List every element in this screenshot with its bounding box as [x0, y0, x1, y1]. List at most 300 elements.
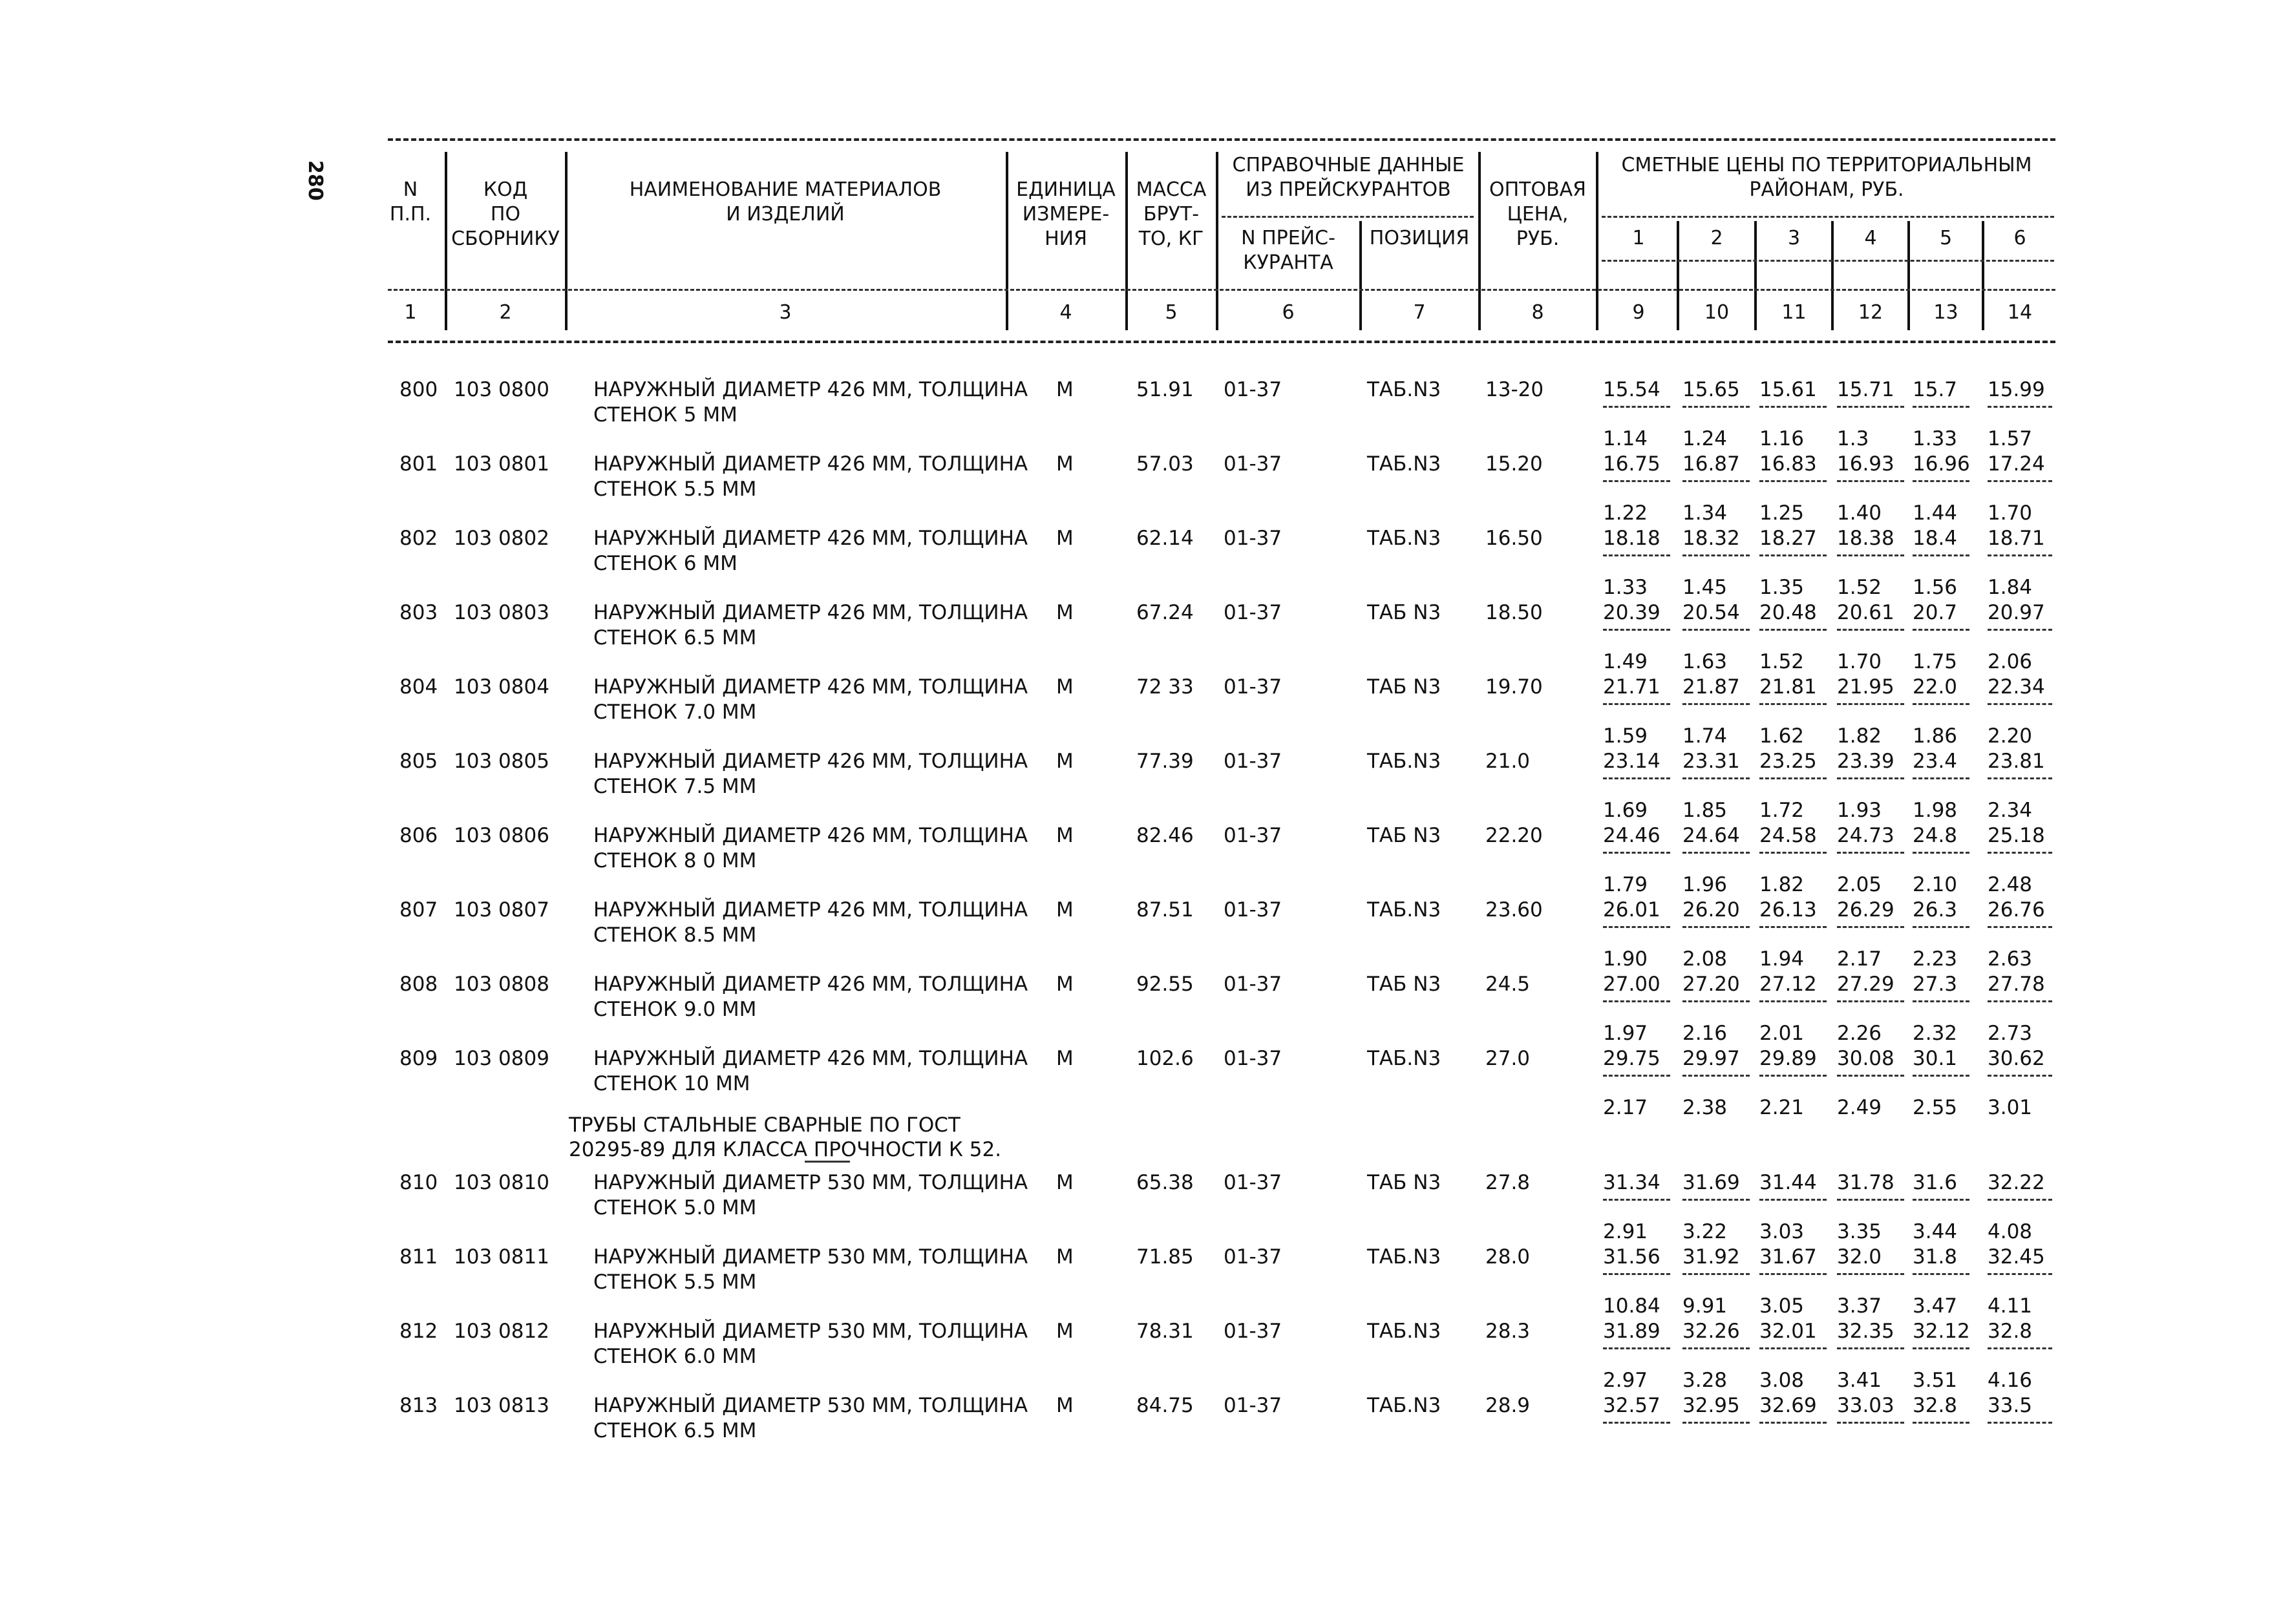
row-region-price: 18.32 [1682, 527, 1740, 550]
row-number: 801 [399, 452, 438, 476]
row-price-divider [1682, 1075, 1750, 1077]
row-price-divider [1759, 554, 1827, 556]
row-region-price: 16.87 [1682, 452, 1740, 476]
row-region-price: 24.8 [1913, 824, 1958, 847]
row-region-price: 32.95 [1682, 1394, 1740, 1417]
row-code: 103 0801 [454, 452, 549, 476]
row-price-divider [1603, 926, 1670, 928]
row-price-divider [1837, 1273, 1904, 1275]
row-region-price: 32.57 [1603, 1394, 1660, 1417]
row-region-extra: 1.52 [1759, 650, 1805, 673]
row-region-price: 31.56 [1603, 1245, 1660, 1269]
row-name-line2: СТЕНОК 6 ММ [593, 552, 737, 575]
row-region-price: 20.97 [1988, 601, 2045, 624]
header-separator [1216, 152, 1218, 330]
row-price-divider [1682, 703, 1750, 705]
row-number: 808 [399, 973, 438, 996]
header-separator [1125, 152, 1128, 330]
row-name-line2: СТЕНОК 8.5 ММ [593, 923, 757, 947]
row-region-price: 15.7 [1913, 378, 1958, 401]
row-name-line1: НАРУЖНЫЙ ДИАМЕТР 426 ММ, ТОЛЩИНА [593, 824, 1028, 847]
row-name-line1: НАРУЖНЫЙ ДИАМЕТР 426 ММ, ТОЛЩИНА [593, 601, 1028, 624]
header-subrule [1602, 260, 2054, 262]
section-title-line1: ТРУБЫ СТАЛЬНЫЕ СВАРНЫЕ ПО ГОСТ [569, 1113, 960, 1137]
row-unit: М [1056, 452, 1074, 476]
row-region-extra: 2.08 [1682, 947, 1728, 971]
row-wholesale-price: 28.3 [1485, 1320, 1531, 1343]
header-col-pricelist: N ПРЕЙС- КУРАНТА [1241, 227, 1335, 274]
row-price-divider [1837, 1000, 1904, 1002]
row-region-price: 26.13 [1759, 898, 1817, 922]
row-region-extra: 2.32 [1913, 1022, 1958, 1045]
row-number: 812 [399, 1320, 438, 1343]
row-position: ТАБ.N3 [1367, 1394, 1441, 1417]
row-price-divider [1759, 480, 1827, 482]
row-region-price: 31.44 [1759, 1171, 1817, 1194]
row-region-price: 18.4 [1913, 527, 1958, 550]
row-wholesale-price: 13-20 [1485, 378, 1544, 401]
row-position: ТАБ.N3 [1367, 1047, 1441, 1070]
section-title-line2: 20295-89 ДЛЯ КЛАССА ПРОЧНОСТИ К 52. [569, 1138, 1002, 1161]
row-price-divider [1913, 406, 1969, 408]
row-pricelist: 01-37 [1224, 1394, 1282, 1417]
row-price-divider [1837, 777, 1904, 779]
row-mass: 62.14 [1136, 527, 1194, 550]
row-position: ТАБ.N3 [1367, 527, 1441, 550]
row-region-price: 16.93 [1837, 452, 1894, 476]
row-region-price: 15.61 [1759, 378, 1817, 401]
row-price-divider [1913, 554, 1969, 556]
row-region-price: 26.76 [1988, 898, 2045, 922]
row-mass: 67.24 [1136, 601, 1194, 624]
row-position: ТАБ.N3 [1367, 898, 1441, 922]
row-region-price: 32.26 [1682, 1320, 1740, 1343]
row-position: ТАБ.N3 [1367, 1320, 1441, 1343]
row-price-divider [1682, 629, 1750, 631]
row-price-divider [1913, 777, 1969, 779]
row-region-extra: 2.97 [1603, 1369, 1648, 1392]
row-price-divider [1913, 1000, 1969, 1002]
row-number: 806 [399, 824, 438, 847]
row-price-divider [1759, 1075, 1827, 1077]
row-region-price: 30.1 [1913, 1047, 1958, 1070]
row-unit: М [1056, 824, 1074, 847]
header-subrule [1222, 216, 1474, 218]
row-price-divider [1682, 1422, 1750, 1424]
header-subrule [1602, 216, 2054, 218]
row-code: 103 0803 [454, 601, 549, 624]
row-price-divider [1988, 1422, 2052, 1424]
row-unit: М [1056, 601, 1074, 624]
row-price-divider [1759, 852, 1827, 854]
row-region-extra: 1.59 [1603, 724, 1648, 748]
row-code: 103 0813 [454, 1394, 549, 1417]
row-region-price: 31.89 [1603, 1320, 1660, 1343]
row-region-extra: 1.84 [1988, 576, 2033, 599]
row-region-extra: 2.38 [1682, 1096, 1728, 1119]
row-region-extra: 3.35 [1837, 1220, 1882, 1243]
row-region-price: 27.29 [1837, 973, 1894, 996]
row-unit: М [1056, 1245, 1074, 1269]
row-price-divider [1603, 554, 1670, 556]
row-number: 809 [399, 1047, 438, 1070]
row-name-line2: СТЕНОК 5.5 ММ [593, 1271, 757, 1294]
row-name-line2: СТЕНОК 7.0 ММ [593, 701, 757, 724]
row-region-extra: 2.26 [1837, 1022, 1882, 1045]
row-wholesale-price: 28.9 [1485, 1394, 1531, 1417]
row-number: 805 [399, 750, 438, 773]
row-pricelist: 01-37 [1224, 527, 1282, 550]
row-number: 802 [399, 527, 438, 550]
row-region-price: 24.73 [1837, 824, 1894, 847]
header-group-reference: СПРАВОЧНЫЕ ДАННЫЕ ИЗ ПРЕЙСКУРАНТОВ [1232, 154, 1465, 201]
row-region-price: 15.65 [1682, 378, 1740, 401]
header-top-rule [388, 138, 2055, 141]
column-number-9: 9 [1632, 301, 1645, 324]
row-price-divider [1988, 629, 2052, 631]
row-region-extra: 1.70 [1988, 501, 2033, 525]
header-separator [1359, 221, 1362, 330]
row-region-price: 16.75 [1603, 452, 1660, 476]
row-price-divider [1603, 1199, 1670, 1201]
row-price-divider [1913, 1273, 1969, 1275]
row-name-line1: НАРУЖНЫЙ ДИАМЕТР 426 ММ, ТОЛЩИНА [593, 973, 1028, 996]
row-region-extra: 2.05 [1837, 873, 1882, 896]
header-col-position: ПОЗИЦИЯ [1369, 227, 1470, 249]
row-price-divider [1603, 777, 1670, 779]
row-price-divider [1759, 1273, 1827, 1275]
row-region-price: 17.24 [1988, 452, 2045, 476]
row-region-price: 16.83 [1759, 452, 1817, 476]
row-region-price: 26.20 [1682, 898, 1740, 922]
row-region-price: 24.64 [1682, 824, 1740, 847]
row-region-extra: 2.34 [1988, 799, 2033, 822]
row-price-divider [1837, 629, 1904, 631]
row-region-price: 20.61 [1837, 601, 1894, 624]
row-price-divider [1837, 1199, 1904, 1201]
row-region-extra: 1.82 [1759, 873, 1805, 896]
row-price-divider [1988, 1075, 2052, 1077]
row-name-line1: НАРУЖНЫЙ ДИАМЕТР 426 ММ, ТОЛЩИНА [593, 675, 1028, 699]
row-wholesale-price: 27.0 [1485, 1047, 1531, 1070]
header-col-code: КОД ПО СБОРНИКУ [451, 178, 560, 250]
row-region-price: 20.39 [1603, 601, 1660, 624]
row-region-extra: 4.16 [1988, 1369, 2033, 1392]
row-price-divider [1988, 926, 2052, 928]
row-code: 103 0802 [454, 527, 549, 550]
row-price-divider [1682, 926, 1750, 928]
row-unit: М [1056, 378, 1074, 401]
row-region-price: 26.3 [1913, 898, 1958, 922]
column-number-1: 1 [404, 301, 417, 324]
header-col-unit: ЕДИНИЦА ИЗМЕРЕ- НИЯ [1016, 178, 1116, 250]
row-mass: 77.39 [1136, 750, 1194, 773]
row-region-price: 31.78 [1837, 1171, 1894, 1194]
row-name-line2: СТЕНОК 5 ММ [593, 403, 737, 427]
row-region-extra: 1.93 [1837, 799, 1882, 822]
row-position: ТАБ.N3 [1367, 1245, 1441, 1269]
header-region-5: 5 [1939, 227, 1953, 249]
row-price-divider [1913, 629, 1969, 631]
row-region-price: 15.54 [1603, 378, 1660, 401]
row-region-extra: 1.96 [1682, 873, 1728, 896]
row-wholesale-price: 19.70 [1485, 675, 1543, 699]
row-region-price: 32.01 [1759, 1320, 1817, 1343]
row-region-price: 18.18 [1603, 527, 1660, 550]
row-price-divider [1988, 1000, 2052, 1002]
row-mass: 72 33 [1136, 675, 1194, 699]
row-price-divider [1759, 1199, 1827, 1201]
row-wholesale-price: 22.20 [1485, 824, 1543, 847]
row-unit: М [1056, 750, 1074, 773]
row-region-price: 18.71 [1988, 527, 2045, 550]
row-position: ТАБ N3 [1367, 1171, 1441, 1194]
row-region-price: 30.08 [1837, 1047, 1894, 1070]
row-name-line2: СТЕНОК 5.5 ММ [593, 478, 757, 501]
column-number-3: 3 [779, 301, 792, 324]
row-unit: М [1056, 1171, 1074, 1194]
row-price-divider [1988, 554, 2052, 556]
row-price-divider [1837, 703, 1904, 705]
row-region-price: 31.6 [1913, 1171, 1958, 1194]
row-unit: М [1056, 1047, 1074, 1070]
row-region-extra: 1.63 [1682, 650, 1728, 673]
row-region-price: 18.27 [1759, 527, 1817, 550]
row-unit: М [1056, 527, 1074, 550]
header-region-6: 6 [2013, 227, 2026, 249]
row-price-divider [1837, 1422, 1904, 1424]
row-region-extra: 1.45 [1682, 576, 1728, 599]
row-region-extra: 1.79 [1603, 873, 1648, 896]
row-mass: 82.46 [1136, 824, 1194, 847]
row-region-price: 22.0 [1913, 675, 1958, 699]
row-mass: 51.91 [1136, 378, 1194, 401]
row-name-line2: СТЕНОК 8 0 ММ [593, 849, 757, 872]
row-price-divider [1988, 1273, 2052, 1275]
row-mass: 57.03 [1136, 452, 1194, 476]
row-region-extra: 1.14 [1603, 427, 1648, 450]
row-number: 813 [399, 1394, 438, 1417]
row-name-line1: НАРУЖНЫЙ ДИАМЕТР 426 ММ, ТОЛЩИНА [593, 1047, 1028, 1070]
row-price-divider [1603, 629, 1670, 631]
row-region-extra: 1.85 [1682, 799, 1728, 822]
row-region-price: 15.99 [1988, 378, 2045, 401]
header-col-name: НАИМЕНОВАНИЕ МАТЕРИАЛОВ И ИЗДЕЛИЙ [629, 178, 942, 226]
row-region-price: 32.35 [1837, 1320, 1894, 1343]
row-mass: 92.55 [1136, 973, 1194, 996]
row-pricelist: 01-37 [1224, 601, 1282, 624]
row-pricelist: 01-37 [1224, 1245, 1282, 1269]
row-name-line1: НАРУЖНЫЙ ДИАМЕТР 530 ММ, ТОЛЩИНА [593, 1171, 1028, 1194]
row-code: 103 0811 [454, 1245, 549, 1269]
column-number-14: 14 [2007, 301, 2033, 324]
row-name-line1: НАРУЖНЫЙ ДИАМЕТР 530 ММ, ТОЛЩИНА [593, 1320, 1028, 1343]
row-name-line2: СТЕНОК 7.5 ММ [593, 775, 757, 798]
column-number-12: 12 [1858, 301, 1883, 324]
row-region-extra: 1.90 [1603, 947, 1648, 971]
row-region-extra: 1.24 [1682, 427, 1728, 450]
row-name-line2: СТЕНОК 9.0 ММ [593, 998, 757, 1021]
row-price-divider [1988, 852, 2052, 854]
row-region-extra: 3.01 [1988, 1096, 2033, 1119]
row-region-extra: 1.40 [1837, 501, 1882, 525]
row-pricelist: 01-37 [1224, 675, 1282, 699]
row-price-divider [1913, 703, 1969, 705]
row-region-extra: 2.91 [1603, 1220, 1648, 1243]
row-region-extra: 2.48 [1988, 873, 2033, 896]
row-price-divider [1988, 406, 2052, 408]
row-price-divider [1603, 703, 1670, 705]
header-region-1: 1 [1632, 227, 1645, 249]
row-price-divider [1603, 1000, 1670, 1002]
row-pricelist: 01-37 [1224, 1171, 1282, 1194]
row-region-price: 29.89 [1759, 1047, 1817, 1070]
row-region-extra: 2.23 [1913, 947, 1958, 971]
row-wholesale-price: 23.60 [1485, 898, 1543, 922]
row-price-divider [1682, 406, 1750, 408]
row-region-price: 32.45 [1988, 1245, 2045, 1269]
row-region-extra: 4.08 [1988, 1220, 2033, 1243]
row-position: ТАБ.N3 [1367, 378, 1441, 401]
column-number-5: 5 [1165, 301, 1178, 324]
row-code: 103 0804 [454, 675, 549, 699]
row-position: ТАБ.N3 [1367, 750, 1441, 773]
row-price-divider [1682, 1273, 1750, 1275]
row-price-divider [1913, 926, 1969, 928]
row-number: 804 [399, 675, 438, 699]
row-region-extra: 1.33 [1913, 427, 1958, 450]
row-position: ТАБ N3 [1367, 601, 1441, 624]
row-number: 810 [399, 1171, 438, 1194]
row-region-extra: 3.03 [1759, 1220, 1805, 1243]
row-region-extra: 2.49 [1837, 1096, 1882, 1119]
row-name-line1: НАРУЖНЫЙ ДИАМЕТР 426 ММ, ТОЛЩИНА [593, 527, 1028, 550]
row-region-extra: 1.98 [1913, 799, 1958, 822]
row-region-extra: 1.34 [1682, 501, 1728, 525]
row-name-line1: НАРУЖНЫЙ ДИАМЕТР 426 ММ, ТОЛЩИНА [593, 378, 1028, 401]
row-region-extra: 1.94 [1759, 947, 1805, 971]
row-price-divider [1837, 554, 1904, 556]
row-region-extra: 1.86 [1913, 724, 1958, 748]
row-region-price: 27.78 [1988, 973, 2045, 996]
row-region-extra: 3.22 [1682, 1220, 1728, 1243]
header-bottom-rule [388, 341, 2055, 343]
row-pricelist: 01-37 [1224, 1047, 1282, 1070]
row-region-price: 31.8 [1913, 1245, 1958, 1269]
row-region-extra: 3.51 [1913, 1369, 1958, 1392]
row-region-price: 33.5 [1988, 1394, 2033, 1417]
row-region-extra: 1.16 [1759, 427, 1805, 450]
row-region-extra: 2.55 [1913, 1096, 1958, 1119]
row-region-price: 21.71 [1603, 675, 1660, 699]
row-region-extra: 2.21 [1759, 1096, 1805, 1119]
row-region-extra: 2.10 [1913, 873, 1958, 896]
row-mass: 71.85 [1136, 1245, 1194, 1269]
row-name-line2: СТЕНОК 10 ММ [593, 1072, 750, 1095]
row-region-price: 26.29 [1837, 898, 1894, 922]
row-mass: 102.6 [1136, 1047, 1194, 1070]
row-wholesale-price: 21.0 [1485, 750, 1531, 773]
row-price-divider [1603, 406, 1670, 408]
row-region-extra: 1.82 [1837, 724, 1882, 748]
row-region-price: 31.67 [1759, 1245, 1817, 1269]
row-region-extra: 1.35 [1759, 576, 1805, 599]
row-mass: 78.31 [1136, 1320, 1194, 1343]
row-price-divider [1988, 777, 2052, 779]
row-price-divider [1603, 852, 1670, 854]
row-price-divider [1988, 1347, 2052, 1349]
row-region-extra: 1.3 [1837, 427, 1869, 450]
row-region-price: 24.58 [1759, 824, 1817, 847]
row-region-extra: 1.74 [1682, 724, 1728, 748]
row-price-divider [1603, 480, 1670, 482]
row-wholesale-price: 28.0 [1485, 1245, 1531, 1269]
row-region-extra: 2.17 [1837, 947, 1882, 971]
row-price-divider [1837, 926, 1904, 928]
row-region-price: 24.46 [1603, 824, 1660, 847]
row-region-extra: 1.70 [1837, 650, 1882, 673]
header-region-4: 4 [1864, 227, 1877, 249]
row-region-price: 31.92 [1682, 1245, 1740, 1269]
row-number: 807 [399, 898, 438, 922]
row-price-divider [1759, 703, 1827, 705]
row-pricelist: 01-37 [1224, 750, 1282, 773]
row-region-price: 32.8 [1988, 1320, 2033, 1343]
row-price-divider [1913, 480, 1969, 482]
row-number: 803 [399, 601, 438, 624]
row-name-line2: СТЕНОК 6.0 ММ [593, 1345, 757, 1368]
row-price-divider [1837, 1347, 1904, 1349]
row-region-price: 29.97 [1682, 1047, 1740, 1070]
row-region-extra: 10.84 [1603, 1294, 1660, 1318]
row-code: 103 0809 [454, 1047, 549, 1070]
header-separator [1596, 152, 1598, 330]
row-region-price: 16.96 [1913, 452, 1970, 476]
row-price-divider [1837, 480, 1904, 482]
row-price-divider [1759, 406, 1827, 408]
row-price-divider [1988, 1199, 2052, 1201]
row-pricelist: 01-37 [1224, 1320, 1282, 1343]
row-mass: 65.38 [1136, 1171, 1194, 1194]
row-region-price: 32.12 [1913, 1320, 1970, 1343]
row-name-line1: НАРУЖНЫЙ ДИАМЕТР 426 ММ, ТОЛЩИНА [593, 898, 1028, 922]
row-region-extra: 9.91 [1682, 1294, 1728, 1318]
row-wholesale-price: 18.50 [1485, 601, 1543, 624]
page-number: 280 [304, 160, 326, 201]
row-region-price: 26.01 [1603, 898, 1660, 922]
row-region-price: 18.38 [1837, 527, 1894, 550]
row-price-divider [1603, 1347, 1670, 1349]
row-region-extra: 3.37 [1837, 1294, 1882, 1318]
row-price-divider [1759, 926, 1827, 928]
row-unit: М [1056, 1320, 1074, 1343]
row-name-line2: СТЕНОК 5.0 ММ [593, 1196, 757, 1219]
row-region-extra: 1.33 [1603, 576, 1648, 599]
row-price-divider [1913, 1422, 1969, 1424]
row-code: 103 0806 [454, 824, 549, 847]
row-region-price: 32.69 [1759, 1394, 1817, 1417]
row-region-extra: 1.62 [1759, 724, 1805, 748]
row-region-price: 30.62 [1988, 1047, 2045, 1070]
row-region-extra: 1.72 [1759, 799, 1805, 822]
row-region-price: 32.8 [1913, 1394, 1958, 1417]
row-price-divider [1913, 852, 1969, 854]
row-region-extra: 1.52 [1837, 576, 1882, 599]
row-region-price: 20.54 [1682, 601, 1740, 624]
row-code: 103 0812 [454, 1320, 549, 1343]
header-col-mass: МАССА БРУТ- ТО, КГ [1136, 178, 1207, 250]
row-price-divider [1837, 1075, 1904, 1077]
